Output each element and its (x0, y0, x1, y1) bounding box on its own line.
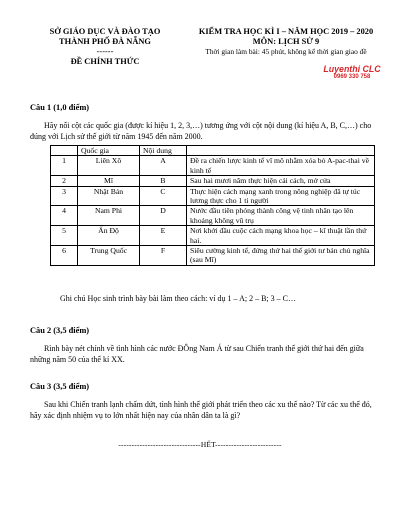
table-header-content-text (187, 146, 375, 156)
table-row (51, 156, 375, 176)
question-3-text: Sau khi Chiến tranh lạnh chấm dứt, tình hình thế giới phát triển theo các xu thế nào? Từ các xu thế đó, hãy xác định nhiệm vụ to lớn nhất hiện nay của nhân dân ta là gì? (30, 400, 372, 420)
subject-title: MÔN: LỊCH SỬ 9 (252, 37, 320, 46)
header-left (30, 27, 180, 67)
row-country: Nam Phi (78, 206, 140, 226)
brand-stamp (312, 64, 392, 81)
row-number: 5 (51, 226, 78, 246)
time-limit: Thời gian làm bài: 45 phút, không kể thời gian giao đề (205, 47, 367, 56)
row-number: 3 (51, 186, 78, 206)
question-3-title: Câu 3 (3,5 điểm) (30, 382, 90, 391)
row-country: Ấn Độ (78, 226, 140, 246)
official-exam-label: ĐỀ CHÍNH THỨC (70, 57, 140, 66)
row-letter: A (140, 156, 187, 176)
row-letter: E (140, 226, 187, 246)
row-content: Siêu cường kinh tế, đứng thứ hai thế giới tư bản chủ nghĩa (sau Mĩ) (187, 246, 375, 266)
table-row (51, 246, 375, 266)
table-row (51, 206, 375, 226)
row-letter: B (140, 176, 187, 186)
brand-name: Luyenthi CLC (323, 64, 381, 74)
question-2-text: Rình bày nét chính về tình hình các nước ĐÔng Nam Á từ sau Chiến tranh thế giới thứ hai đến giữa những năm 50 của thế kỉ XX. (30, 344, 364, 364)
table-header-row (51, 146, 375, 156)
row-content: Thực hiện cách mạng xanh trong nông nghiệp đã tự túc lương thực cho 1 tỉ người (187, 186, 375, 206)
row-letter: C (140, 186, 187, 206)
table-row (51, 176, 375, 186)
end-marker: -------------------------------HẾT------------------------- (118, 440, 282, 449)
row-country: Trung Quốc (78, 246, 140, 266)
question-2-title: Câu 2 (3,5 điểm) (30, 326, 90, 335)
question-1-prompt: Hãy nối cột các quốc gia (được kí hiệu 1, 2, 3,…) tương ứng với cột nội dung (kí hiệu A, B, C,…) cho đúng với Lịch sử thế giới từ năm 1945 đến năm 2000. (30, 121, 372, 141)
table-header-country: Quốc gia (78, 146, 140, 156)
header-separator: ------ (96, 47, 114, 56)
row-number: 1 (51, 156, 78, 176)
row-number: 4 (51, 206, 78, 226)
row-content: Đề ra chiến lược kinh tế vĩ mô nhằm xóa bỏ A-pac-thai về kinh tế (187, 156, 375, 176)
exam-title: KIỂM TRA HỌC KÌ I – NĂM HỌC 2019 – 2020 (198, 27, 374, 36)
question-1-title: Câu 1 (1,0 điểm) (30, 103, 90, 112)
row-content: Nước đầu tiên phóng thành công vệ tinh nhân tạo lên khoảng không vũ trụ (187, 206, 375, 226)
question-1-note: Ghi chú Học sinh trình bày bài làm theo cách: ví dụ 1 – A; 2 – B; 3 – C… (60, 294, 296, 303)
row-number: 2 (51, 176, 78, 186)
table-header-content: Nội dung (140, 146, 187, 156)
row-country: Liên Xô (78, 156, 140, 176)
header-right (186, 27, 386, 57)
table-row (51, 226, 375, 246)
table-header-num (51, 146, 78, 156)
table-row (51, 186, 375, 206)
brand-phone: 0969 330 758 (333, 74, 371, 80)
department-name: SỞ GIÁO DỤC VÀ ĐÀO TẠO (49, 27, 161, 36)
row-country: Nhật Bản (78, 186, 140, 206)
city-name: THÀNH PHỐ ĐÀ NẴNG (59, 37, 151, 46)
row-content: Sau hai mươi năm thực hiện cải cách, mở cửa (187, 176, 375, 186)
row-letter: F (140, 246, 187, 266)
row-number: 6 (51, 246, 78, 266)
matching-table (50, 145, 375, 266)
row-country: Mĩ (78, 176, 140, 186)
row-letter: D (140, 206, 187, 226)
row-content: Nơi khởi đầu cuộc cách mạng khoa học – kĩ thuật lần thứ hai. (187, 226, 375, 246)
